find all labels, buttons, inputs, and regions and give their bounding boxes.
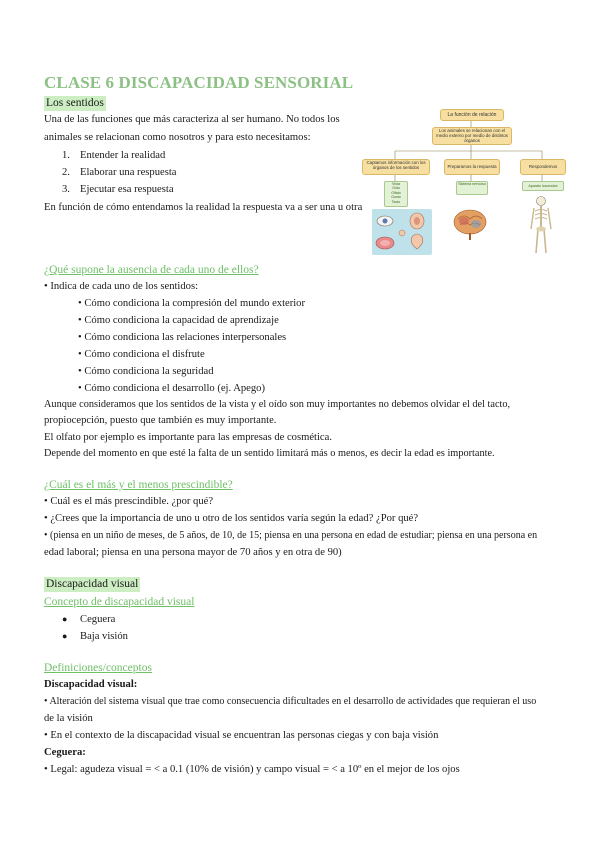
brain-illustration — [452, 207, 488, 241]
list-number: 1. — [62, 150, 70, 161]
diagram-senses-list — [384, 181, 408, 207]
visual-bullet-text: Baja visión — [80, 631, 128, 642]
list-number: 3. — [62, 184, 70, 195]
definition-line: • Legal: agudeza visual = < a 0.1 (10% de visión) y campo visual = < a 10º en el mejor de los ojos — [44, 764, 460, 775]
ausencia-item: • Cómo condiciona el desarrollo (ej. Apego) — [78, 383, 265, 394]
sense-item: Vista — [392, 182, 400, 186]
list-item — [62, 166, 176, 180]
definition-line: de la visión — [44, 713, 93, 724]
definition-line: • Alteración del sistema visual que trae como consecuencia dificultades en el desarrollo de actividades que requieran el uso — [44, 696, 537, 707]
visual-bullet — [62, 629, 128, 644]
term-ceguera: Ceguera: — [44, 747, 86, 758]
diagram-middle-box: Los animales se relacionan con el medio externo por medio de distintos órganos — [432, 127, 512, 145]
list-text: Elaborar una respuesta — [80, 167, 177, 178]
sense-item: Olfato — [391, 190, 401, 195]
page-title: CLASE 6 DISCAPACIDAD SENSORIAL — [44, 73, 354, 92]
heading-los-sentidos: Los sentidos — [46, 97, 104, 109]
visual-bullet — [62, 612, 115, 627]
diagram-branch-respond: Respondemos — [520, 159, 566, 175]
visual-bullet-text: Ceguera — [80, 614, 116, 625]
diagram-branch-prepare: Preparamos la respuesta — [444, 159, 500, 175]
heading-prescindible: ¿Cuál es el más y el menos prescindible? — [44, 479, 233, 491]
list-text: Ejecutar esa respuesta — [80, 184, 174, 195]
sense-item: Tacto — [391, 199, 401, 204]
paragraph-line: El olfato por ejemplo es importante para las empresas de cosmética. — [44, 432, 332, 443]
diagram-locomotor-box: Aparato locomotor — [522, 181, 564, 191]
diagram-branch-senses: Captamos información con los órganos de los sentidos — [362, 159, 430, 175]
list-item — [62, 149, 165, 163]
term-discapacidad-visual: Discapacidad visual: — [44, 679, 138, 690]
paragraph-line: propiocepción, puesto que también es muy importante. — [44, 415, 277, 426]
ausencia-intro-bullet: • Indica de cada uno de los sentidos: — [44, 281, 199, 292]
list-number: 2. — [62, 167, 70, 178]
ausencia-item: • Cómo condiciona la seguridad — [78, 366, 214, 377]
definition-line: • En el contexto de la discapacidad visual se encuentran las personas ciegas y con baja visión — [44, 730, 439, 741]
ausencia-item: • Cómo condiciona el disfrute — [78, 349, 205, 360]
ausencia-item: • Cómo condiciona la capacidad de aprendizaje — [78, 315, 279, 326]
prescindible-bullet: • ¿Crees que la importancia de uno u otro de los sentidos varía según la edad? ¿Por qué? — [44, 513, 419, 524]
heading-definiciones: Definiciones/conceptos — [44, 662, 152, 674]
diagram-top-box: La función de relación — [440, 109, 504, 121]
ausencia-item: • Cómo condiciona la compresión del mundo exterior — [78, 298, 306, 309]
concept-diagram — [360, 101, 565, 259]
heading-discapacidad-visual: Discapacidad visual — [46, 578, 139, 590]
sense-item: Oído — [392, 186, 400, 191]
prescindible-bullet: • (piensa en un niño de meses, de 5 años, de 10, de 15; piensa en una persona en edad de estudiar; piensa en una persona en — [44, 530, 538, 541]
diagram-nervous-box: Sistema nervioso — [456, 181, 488, 195]
intro-line-1: Una de las funciones que más caracteriza al ser humano. No todos los — [44, 114, 340, 125]
bullet-dot-icon: ● — [62, 631, 68, 641]
paragraph-line: Depende del momento en que esté la falta de un sentido limitará más o menos, es decir la edad es importante. — [44, 448, 495, 459]
prescindible-bullet: • Cuál es el más prescindible. ¿por qué? — [44, 496, 214, 507]
list-item — [62, 183, 174, 197]
prescindible-bullet-cont: edad laboral; piensa en una persona mayor de 70 años y en otra de 90) — [44, 547, 342, 558]
bullet-dot-icon: ● — [62, 614, 68, 624]
heading-ausencia: ¿Qué supone la ausencia de cada uno de ellos? — [44, 264, 259, 276]
ausencia-item: • Cómo condiciona las relaciones interpersonales — [78, 332, 287, 343]
intro-line-2: animales se relacionan como nosotros y para esto necesitamos: — [44, 132, 311, 143]
paragraph-line: Aunque consideramos que los sentidos de la vista y el oído son muy importantes no debemos olvidar el del tacto, — [44, 399, 511, 410]
subheading-concepto: Concepto de discapacidad visual — [44, 596, 195, 608]
sense-organs-illustration — [372, 209, 432, 255]
sense-item: Gusto — [391, 195, 401, 200]
list-text: Entender la realidad — [80, 150, 166, 161]
skeleton-illustration — [530, 195, 552, 255]
after-list-text: En función de cómo entendamos la realidad la respuesta va a ser una u otra — [44, 202, 363, 213]
